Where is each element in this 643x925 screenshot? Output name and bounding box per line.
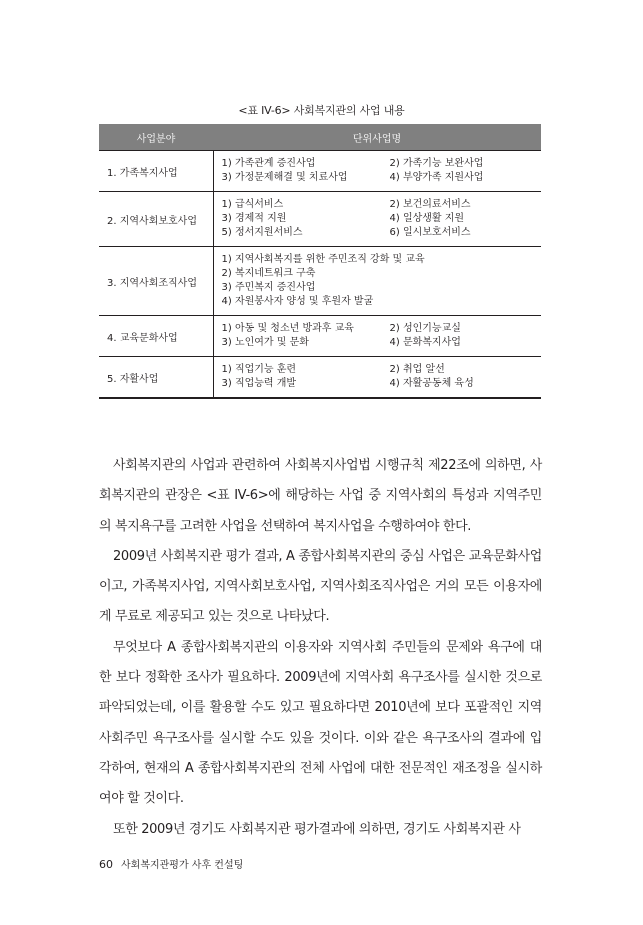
header-category: 사업분야 [99, 124, 213, 151]
unit-item: 3) 가정문제해결 및 치료사업 [221, 172, 348, 183]
unit-item: 5) 정서지원서비스 [221, 227, 303, 238]
unit-item: 4) 자활공동체 육성 [389, 378, 474, 389]
unit-item: 1) 급식서비스 [221, 199, 284, 210]
business-table [99, 124, 541, 399]
footer-title: 사회복지관평가 사후 컨설팅 [121, 860, 244, 871]
row-units [213, 151, 541, 192]
table-header-row [99, 124, 541, 151]
page-footer [99, 856, 243, 871]
row-category: 3. 지역사회조직사업 [99, 247, 213, 316]
unit-item: 1) 아동 및 청소년 방과후 교육 [221, 323, 354, 334]
unit-item: 4) 부양가족 지원사업 [389, 172, 484, 183]
unit-item: 6) 일시보호서비스 [389, 227, 471, 238]
row-category: 4. 교육문화사업 [99, 316, 213, 357]
paragraph: 2009년 사회복지관 평가 결과, A 종합사회복지관의 중심 사업은 교육문화사업이고, 가족복지사업, 지역사회보호사업, 지역사회조직사업은 거의 모든 이용자에게 무료로 제공되고 있는 것으로 나타났다. [99, 548, 542, 625]
unit-item: 3) 직업능력 개발 [221, 378, 297, 389]
paragraph: 사회복지관의 사업과 관련하여 사회복지사업법 시행규칙 제22조에 의하면, 사회복지관의 관장은 <표 IV-6>에 해당하는 사업 중 지역사회의 특성과 지역주민의 복지욕구를 고려한 사업을 선택하여 복지사업을 수행하여야 한다. [99, 458, 542, 534]
row-category: 2. 지역사회보호사업 [99, 192, 213, 247]
table-row [99, 316, 541, 357]
paragraph: 무엇보다 A 종합사회복지관의 이용자와 지역사회 주민들의 문제와 욕구에 대한 보다 정확한 조사가 필요하다. 2009년에 지역사회 욕구조사를 실시한 것으로 파악되었는데, 이를 활용할 수도 있고 필요하다면 2010년에 보다 포괄적인 지역사회주민 욕구조사를 실시할 수도 있을 것이다. 이와 같은 욕구조사의 결과에 입각하여, 현재의 A 종합사회복지관의 전체 사업에 대한 전문적인 재조정을 실시하여야 할 것이다. [99, 639, 542, 807]
unit-item: 3) 주민복지 증진사업 [221, 282, 316, 293]
row-units [213, 316, 541, 357]
row-category: 5. 자활사업 [99, 357, 213, 399]
page-number: 60 [99, 858, 113, 871]
paragraph: 또한 2009년 경기도 사회복지관 평가결과에 의하면, 경기도 사회복지관 사 [113, 821, 521, 837]
unit-item: 2) 취업 알선 [389, 364, 445, 375]
table-row [99, 151, 541, 192]
row-units [213, 357, 541, 399]
row-units [213, 192, 541, 247]
unit-item: 2) 보건의료서비스 [389, 199, 471, 210]
row-units [213, 247, 541, 316]
unit-item: 4) 일상생활 지원 [389, 213, 465, 224]
unit-item: 1) 지역사회복지를 위한 주민조직 강화 및 교육 [221, 254, 425, 265]
unit-item: 1) 직업기능 훈련 [221, 364, 297, 375]
unit-item: 3) 노인여가 및 문화 [221, 337, 309, 348]
unit-item: 2) 성인기능교실 [389, 323, 461, 334]
table-row [99, 247, 541, 316]
unit-item: 3) 경제적 지원 [221, 213, 287, 224]
table-row [99, 357, 541, 399]
body-text [99, 451, 542, 845]
unit-item: 4) 자원봉사자 양성 및 후원자 발굴 [221, 296, 374, 307]
table-row [99, 192, 541, 247]
unit-item: 4) 문화복지사업 [389, 337, 461, 348]
unit-item: 2) 가족기능 보완사업 [389, 158, 484, 169]
unit-item: 2) 복지네트워크 구축 [221, 268, 316, 279]
unit-item: 1) 가족관계 증진사업 [221, 158, 316, 169]
header-units: 단위사업명 [213, 124, 541, 151]
table-caption: <표 IV-6> 사회복지관의 사업 내용 [238, 104, 405, 117]
row-category: 1. 가족복지사업 [99, 151, 213, 192]
